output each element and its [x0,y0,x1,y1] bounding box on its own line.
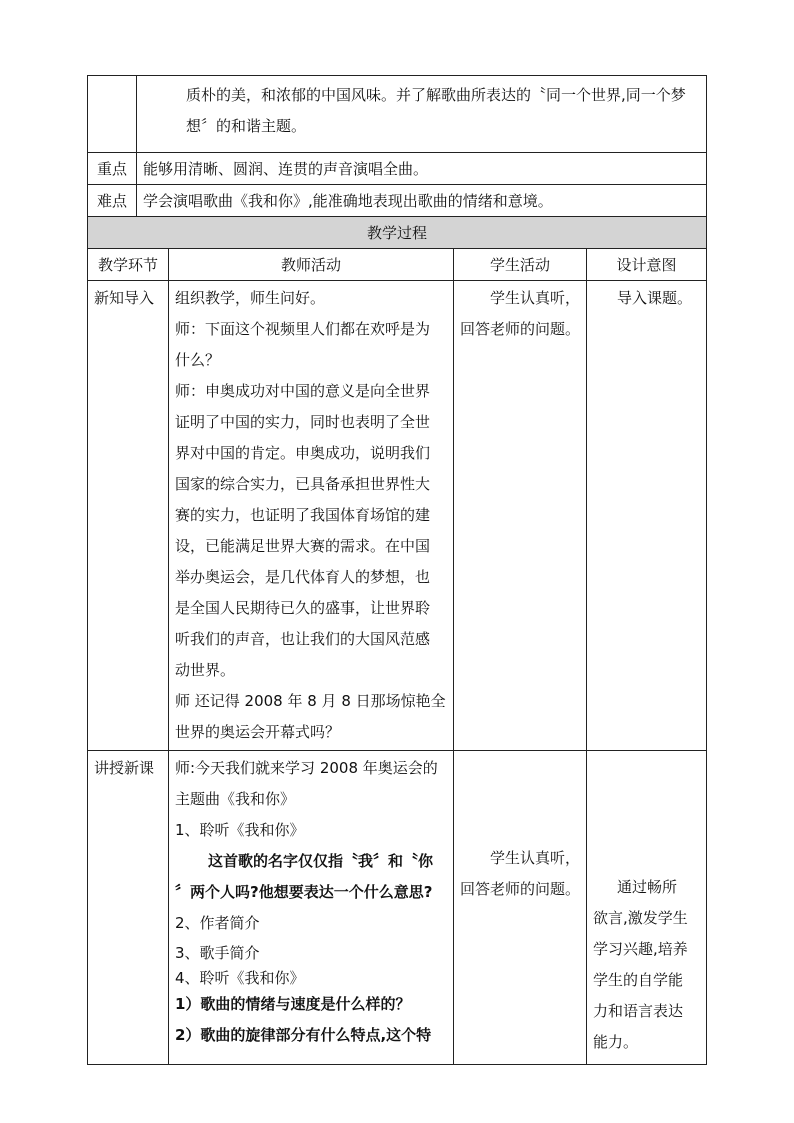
teacher-line: 主题曲《我和你》 [175,790,296,808]
teacher-line: 举办奥运会，是几代体育人的梦想，也 [175,568,431,586]
teacher-line: 1）歌曲的情绪与速度是什么样的？ [175,995,411,1013]
teacher-line: 是全国人民期待已久的盛事，让世界聆 [175,599,431,617]
teacher-line: 师：下面这个视频里人们都在欢呼是为 [175,320,431,338]
stage-cell [88,751,169,1065]
teacher-line: 赛的实力，也证明了我国体育场馆的建 [175,506,431,524]
intent-line: 导入课题。 [617,289,693,307]
objective-line-2: 想〞的和谐主题。 [186,117,307,135]
teacher-line: 设，已能满足世界大赛的需求。在中国 [175,537,431,555]
intent-line: 通过畅所 [617,878,678,896]
teacher-line: 听我们的声音，也让我们的大国风范感 [175,630,431,648]
key-point-label: 重点 [88,153,137,185]
intent-line: 力和语言表达 [593,1002,684,1020]
teacher-line: 3、歌手简介 [175,944,260,962]
difficulty-text: 学会演唱歌曲《我和你》,能准确地表现出歌曲的情绪和意境。 [137,185,707,217]
process-header-row [88,217,707,249]
objective-continuation-row [88,76,707,153]
teacher-line: 国家的综合实力，已具备承担世界性大 [175,475,431,493]
difficulty-label: 难点 [88,185,137,217]
difficulty-row [88,185,707,217]
student-line: 学生认真听， [490,849,581,867]
teacher-line: 动世界。 [175,661,236,679]
col-header-teacher: 教师活动 [169,249,454,281]
student-line: 回答老师的问题。 [460,880,581,898]
teacher-line: 2、作者简介 [175,914,260,932]
intent-line: 能力。 [593,1033,639,1051]
design-intent-cell [587,281,707,751]
intent-line: 欲言,激发学生 [593,909,688,927]
stage-label: 讲授新课 [94,759,155,777]
stage-cell [88,281,169,751]
intent-line: 学生的自学能 [593,971,684,989]
table-row [88,281,707,751]
col-header-student: 学生活动 [454,249,587,281]
col-header-stage: 教学环节 [88,249,169,281]
lesson-plan-table [87,75,707,1065]
teacher-line: 组织教学，师生问好。 [175,289,326,307]
key-point-row [88,153,707,185]
col-header-intent: 设计意图 [587,249,707,281]
teacher-line: 世界的奥运会开幕式吗？ [175,723,341,741]
table-row [88,751,707,1065]
teacher-line: 4、聆听《我和你》 [175,969,305,987]
intent-line: 学习兴趣,培养 [593,940,688,958]
teacher-line: 师:今天我们就来学习 2008 年奥运会的 [175,759,438,777]
teacher-line: 师 还记得 2008 年 8 月 8 日那场惊艳全 [175,692,446,710]
objective-line-1: 质朴的美，和浓郁的中国风味。并了解歌曲所表达的〝同一个世界,同一个梦 [186,86,686,104]
teacher-activity-cell [169,281,454,751]
objective-label-cell [88,76,137,153]
stage-label: 新知导入 [94,289,155,307]
teacher-line: 证明了中国的实力，同时也表明了全世 [175,413,431,431]
student-line: 回答老师的问题。 [460,320,581,338]
key-point-text: 能够用清晰、圆润、连贯的声音演唱全曲。 [137,153,707,185]
teacher-line: 界对中国的肯定。申奥成功，说明我们 [175,444,431,462]
student-line: 学生认真听， [490,289,581,307]
teacher-line: 1、聆听《我和你》 [175,821,305,839]
teacher-line: 2）歌曲的旋律部分有什么特点,这个特 [175,1026,432,1044]
student-activity-cell [454,751,587,1065]
process-header: 教学过程 [88,217,707,249]
design-intent-cell [587,751,707,1065]
objective-text-cell [137,76,707,153]
student-activity-cell [454,281,587,751]
teacher-line: 这首歌的名字仅仅指〝我〞和〝你 [208,852,434,870]
teacher-line: 师：申奥成功对中国的意义是向全世界 [175,382,431,400]
column-header-row [88,249,707,281]
teacher-line: 什么？ [175,351,221,369]
teacher-line: 〞两个人吗?他想要表达一个什么意思? [175,883,433,901]
teacher-activity-cell [169,751,454,1065]
